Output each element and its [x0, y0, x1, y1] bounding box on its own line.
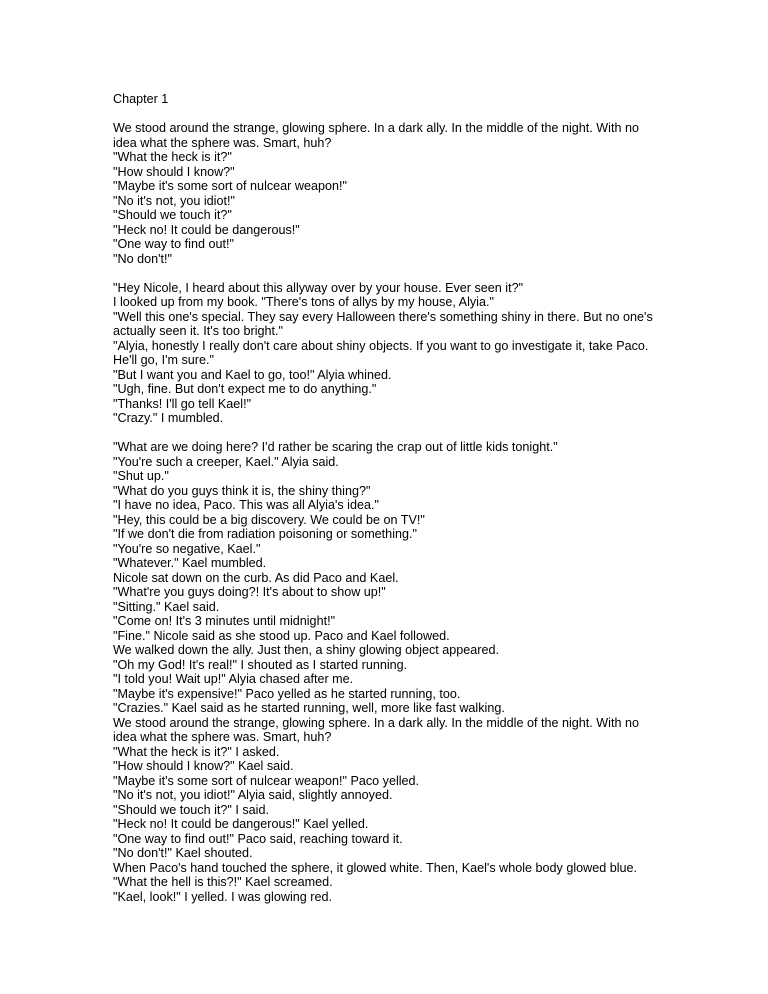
text-line: "Hey Nicole, I heard about this allyway over by your house. Ever seen it?" [113, 280, 524, 295]
text-line: "Alyia, honestly I really don't care about shiny objects. If you want to go investigate it, take Paco. [113, 338, 649, 353]
text-line: "Heck no! It could be dangerous!" Kael yelled. [113, 817, 369, 831]
text-line: "Should we touch it?" [113, 208, 232, 222]
text-line: "Well this one's special. They say every Halloween there's something shiny in there. But no one's [113, 309, 653, 324]
text-line: We stood around the strange, glowing sphere. In a dark ally. In the middle of the night. With no [113, 121, 639, 135]
text-line: We walked down the ally. Just then, a shiny glowing object appeared. [113, 643, 499, 657]
text-line: "Should we touch it?" I said. [113, 802, 269, 817]
text-line: "Crazy." I mumbled. [113, 411, 224, 425]
text-line: "Heck no! It could be dangerous!" [113, 222, 300, 237]
text-line: "What the heck is it?" I asked. [113, 744, 280, 759]
text-line: "What the heck is it?" [113, 150, 232, 164]
text-line: "No it's not, you idiot!" Alyia said, slightly annoyed. [113, 788, 393, 802]
text-line: "Thanks! I'll go tell Kael!" [113, 396, 252, 411]
text-line: Nicole sat down on the curb. As did Paco and Kael. [113, 570, 399, 585]
text-line: "You're such a creeper, Kael." Alyia said. [113, 454, 339, 469]
text-line: "Kael, look!" I yelled. I was glowing red. [113, 889, 332, 904]
text-line: "No don't!" Kael shouted. [113, 846, 253, 860]
text-line: "How should I know?" [113, 164, 235, 179]
text-line: "What are we doing here? I'd rather be scaring the crap out of little kids tonight." [113, 440, 558, 454]
paragraph [113, 281, 658, 426]
paragraph-gap [113, 426, 658, 441]
text-line: "If we don't die from radiation poisoning or something." [113, 527, 417, 541]
text-line: "One way to find out!" Paco said, reaching toward it. [113, 831, 403, 846]
text-line: "Maybe it's some sort of nulcear weapon!" [113, 179, 347, 193]
text-line: He'll go, I'm sure." [113, 353, 214, 367]
text-line: "No don't!" [113, 251, 172, 266]
paragraph-gap [113, 266, 658, 281]
paragraph [113, 121, 658, 266]
text-line: "Sitting." Kael said. [113, 599, 220, 614]
text-line: "Crazies." Kael said as he started running, well, more like fast walking. [113, 701, 505, 715]
text-line: "Oh my God! It's real!" I shouted as I started running. [113, 657, 408, 672]
text-line: "I have no idea, Paco. This was all Alyia's idea." [113, 498, 379, 512]
paragraph [113, 440, 658, 904]
text-line: "One way to find out!" [113, 237, 234, 251]
text-line: When Paco's hand touched the sphere, it glowed white. Then, Kael's whole body glowed blue. [113, 860, 638, 875]
text-line: "Maybe it's expensive!" Paco yelled as he started running, too. [113, 686, 461, 701]
text-line: "You're so negative, Kael." [113, 541, 261, 556]
text-line: "What the hell is this?!" Kael screamed. [113, 875, 333, 889]
text-line: "Ugh, fine. But don't expect me to do anything." [113, 382, 377, 396]
text-line: "Maybe it's some sort of nulcear weapon!" Paco yelled. [113, 773, 420, 788]
text-line: "Shut up." [113, 469, 169, 483]
text-line: "What do you guys think it is, the shiny thing?" [113, 483, 371, 498]
text-line: "How should I know?" Kael said. [113, 759, 294, 773]
text-line: "Hey, this could be a big discovery. We could be on TV!" [113, 512, 425, 527]
text-line: "No it's not, you idiot!" [113, 193, 235, 208]
text-line: "Fine." Nicole said as she stood up. Paco and Kael followed. [113, 628, 450, 643]
text-line: idea what the sphere was. Smart, huh? [113, 135, 332, 150]
text-line: "Whatever." Kael mumbled. [113, 556, 267, 570]
text-line: We stood around the strange, glowing sphere. In a dark ally. In the middle of the night. With no [113, 715, 639, 730]
text-line: "Come on! It's 3 minutes until midnight!" [113, 614, 336, 628]
text-line: "But I want you and Kael to go, too!" Alyia whined. [113, 367, 392, 382]
text-line: actually seen it. It's too bright." [113, 324, 283, 338]
document-body [113, 92, 658, 904]
text-line: I looked up from my book. "There's tons of allys by my house, Alyia." [113, 295, 494, 309]
text-line: idea what the sphere was. Smart, huh? [113, 730, 332, 744]
text-line: "What're you guys doing?! It's about to show up!" [113, 585, 386, 599]
chapter-heading: Chapter 1 [113, 92, 169, 106]
text-line: "I told you! Wait up!" Alyia chased after me. [113, 672, 354, 686]
